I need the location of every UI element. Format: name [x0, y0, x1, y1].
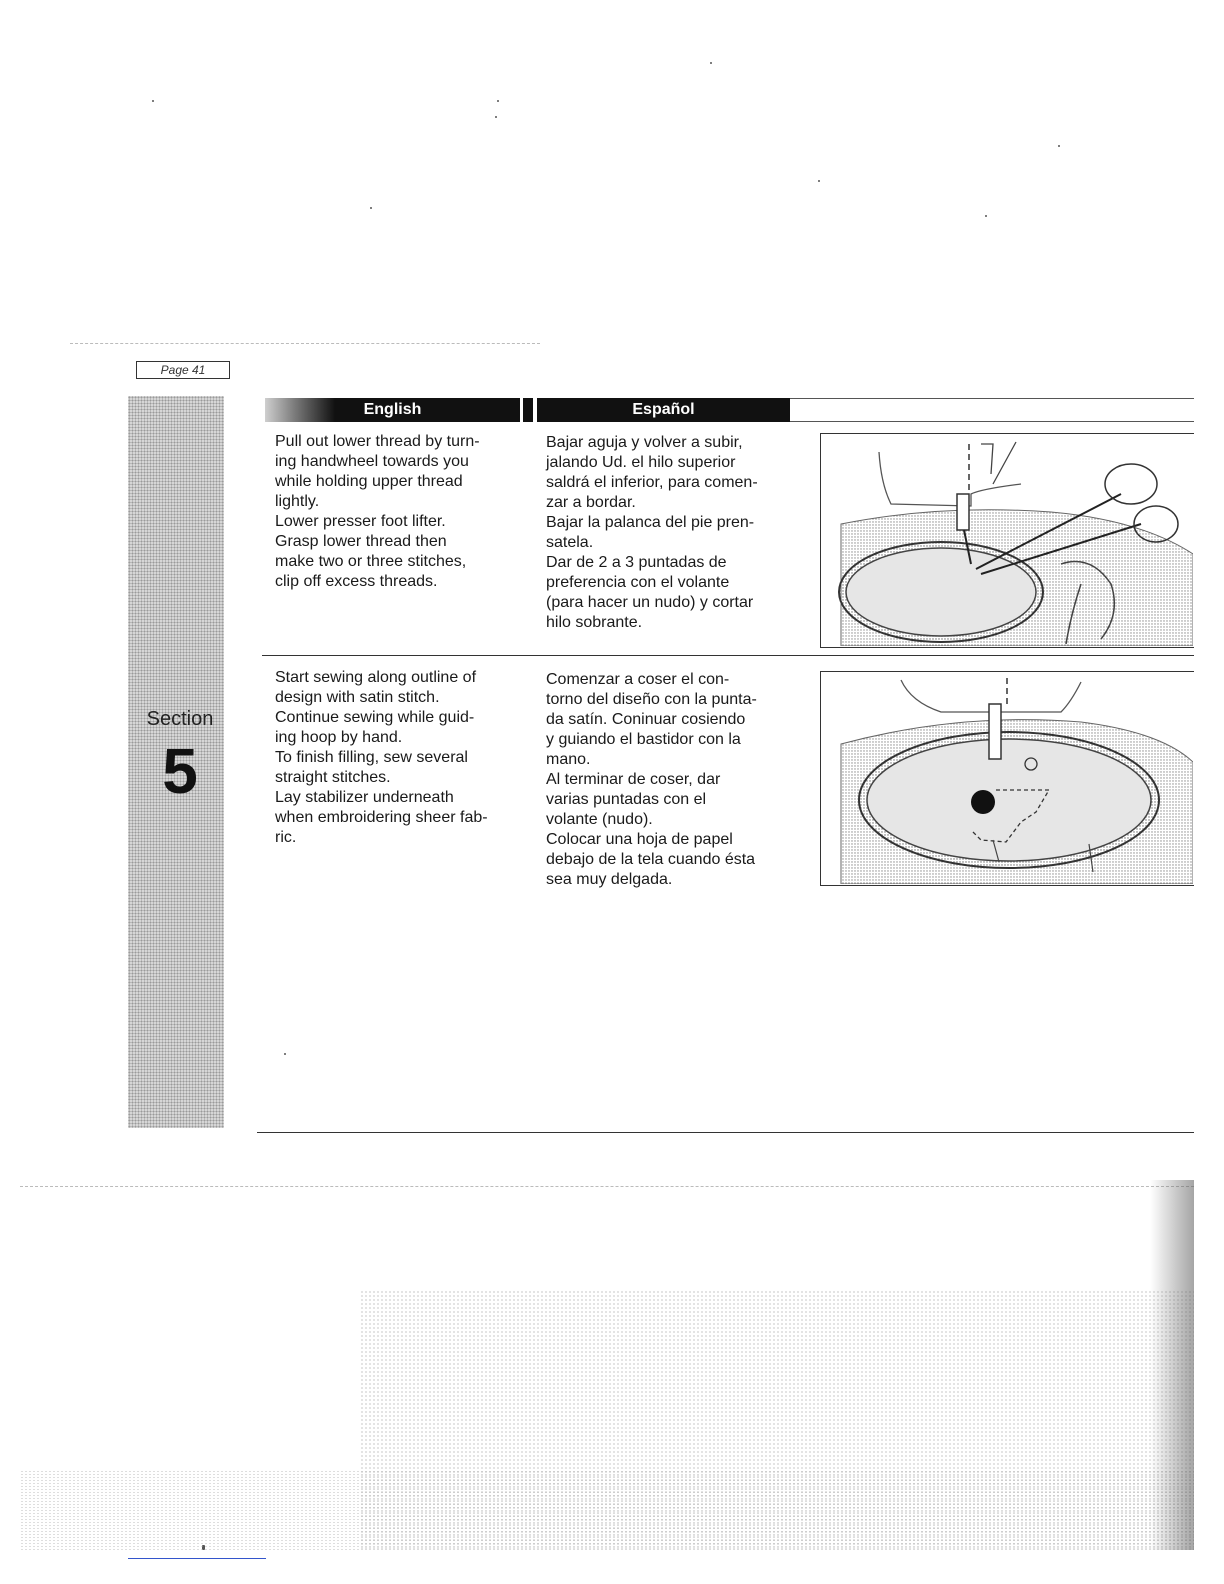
english-column-header: English: [265, 398, 520, 422]
text-line: Pull out lower thread by turn-: [275, 433, 480, 450]
text-line: ing hoop by hand.: [275, 729, 403, 746]
text-line: make two or three stitches,: [275, 553, 467, 570]
embroidery-hoop-inner: [867, 739, 1151, 861]
step-2-spanish-text: [546, 670, 791, 890]
text-line: when embroidering sheer fab-: [275, 809, 488, 826]
text-line: Start sewing along outline of: [275, 669, 477, 686]
thread-guide-outline: [981, 442, 1016, 484]
text-line: Al terminar de coser, dar: [546, 771, 721, 788]
satin-stitch-fill: [971, 790, 995, 814]
text-line: Lower presser foot lifter.: [275, 513, 446, 530]
hoop-design-drawing: [821, 672, 1193, 884]
presser-foot-bar: [989, 704, 1001, 759]
embroidery-hoop-inner: [846, 548, 1036, 636]
text-line: Continue sewing while guid-: [275, 709, 475, 726]
text-line: ric.: [275, 829, 297, 846]
text-line: mano.: [546, 751, 591, 768]
text-line: Dar de 2 a 3 puntadas de: [546, 554, 727, 571]
scan-noise-region: [20, 1470, 1194, 1550]
scan-speck: [152, 100, 154, 102]
text-line: preferencia con el volante: [546, 574, 730, 591]
text-line: while holding upper thread: [275, 473, 463, 490]
scan-speck: [497, 100, 499, 102]
text-line: da satín. Coninuar cosiendo: [546, 711, 746, 728]
scan-speck: [818, 180, 820, 182]
illustration-clip-threads: [820, 433, 1194, 648]
text-line: To finish filling, sew several: [275, 749, 468, 766]
text-line: torno del diseño con la punta-: [546, 691, 757, 708]
text-line: Grasp lower thread then: [275, 533, 447, 550]
text-line: jalando Ud. el hilo superior: [546, 454, 736, 471]
text-line: sea muy delgada.: [546, 871, 673, 888]
machine-head-outline: [879, 452, 1021, 506]
text-line: Colocar una hoja de papel: [546, 831, 733, 848]
section-label: Section: [146, 708, 214, 730]
text-line: lightly.: [275, 493, 320, 510]
bottom-rule: [257, 1132, 1194, 1133]
text-line: volante (nudo).: [546, 811, 653, 828]
text-line: Comenzar a coser el con-: [546, 671, 730, 688]
scan-artefact-line: [128, 1558, 266, 1559]
scan-speck: [710, 62, 712, 64]
text-line: Bajar la palanca del pie pren-: [546, 514, 755, 531]
hoop-scissors-drawing: [821, 434, 1193, 646]
scan-speck: [495, 116, 497, 118]
text-line: Lay stabilizer underneath: [275, 789, 454, 806]
presser-foot-bar: [957, 494, 969, 530]
page-number-label: Page 41: [136, 361, 230, 379]
scan-artefact-line: [70, 343, 540, 344]
step-2-english-text: [275, 668, 520, 848]
scan-edge-shadow: [1150, 1180, 1194, 1550]
scan-speck: [370, 207, 372, 209]
text-line: varias puntadas con el: [546, 791, 707, 808]
illustration-satin-stitch: [820, 671, 1194, 886]
text-line: clip off excess threads.: [275, 573, 438, 590]
header-separator: [523, 398, 533, 422]
step-1-english-text: [275, 432, 520, 592]
text-line: ing handwheel towards you: [275, 453, 469, 470]
scan-artefact-line: [20, 1186, 1194, 1187]
scissors-handle-top: [1105, 464, 1157, 504]
header-rule: [790, 398, 1194, 422]
step-1-spanish-text: [546, 433, 791, 633]
step-divider: [262, 655, 1194, 656]
text-line: Bajar aguja y volver a subir,: [546, 434, 743, 451]
text-line: satela.: [546, 534, 594, 551]
text-line: hilo sobrante.: [546, 614, 643, 631]
section-number: 5: [162, 735, 198, 807]
text-line: design with satin stitch.: [275, 689, 440, 706]
text-line: straight stitches.: [275, 769, 391, 786]
text-line: y guiando el bastidor con la: [546, 731, 741, 748]
text-line: (para hacer un nudo) y cortar: [546, 594, 754, 611]
text-line: saldrá el inferior, para comen-: [546, 474, 758, 491]
spanish-column-header: Español: [537, 398, 790, 422]
scan-speck: [985, 215, 987, 217]
scan-speck: [1058, 145, 1060, 147]
text-line: zar a bordar.: [546, 494, 636, 511]
text-line: debajo de la tela cuando ésta: [546, 851, 756, 868]
scan-speck: [284, 1053, 286, 1055]
